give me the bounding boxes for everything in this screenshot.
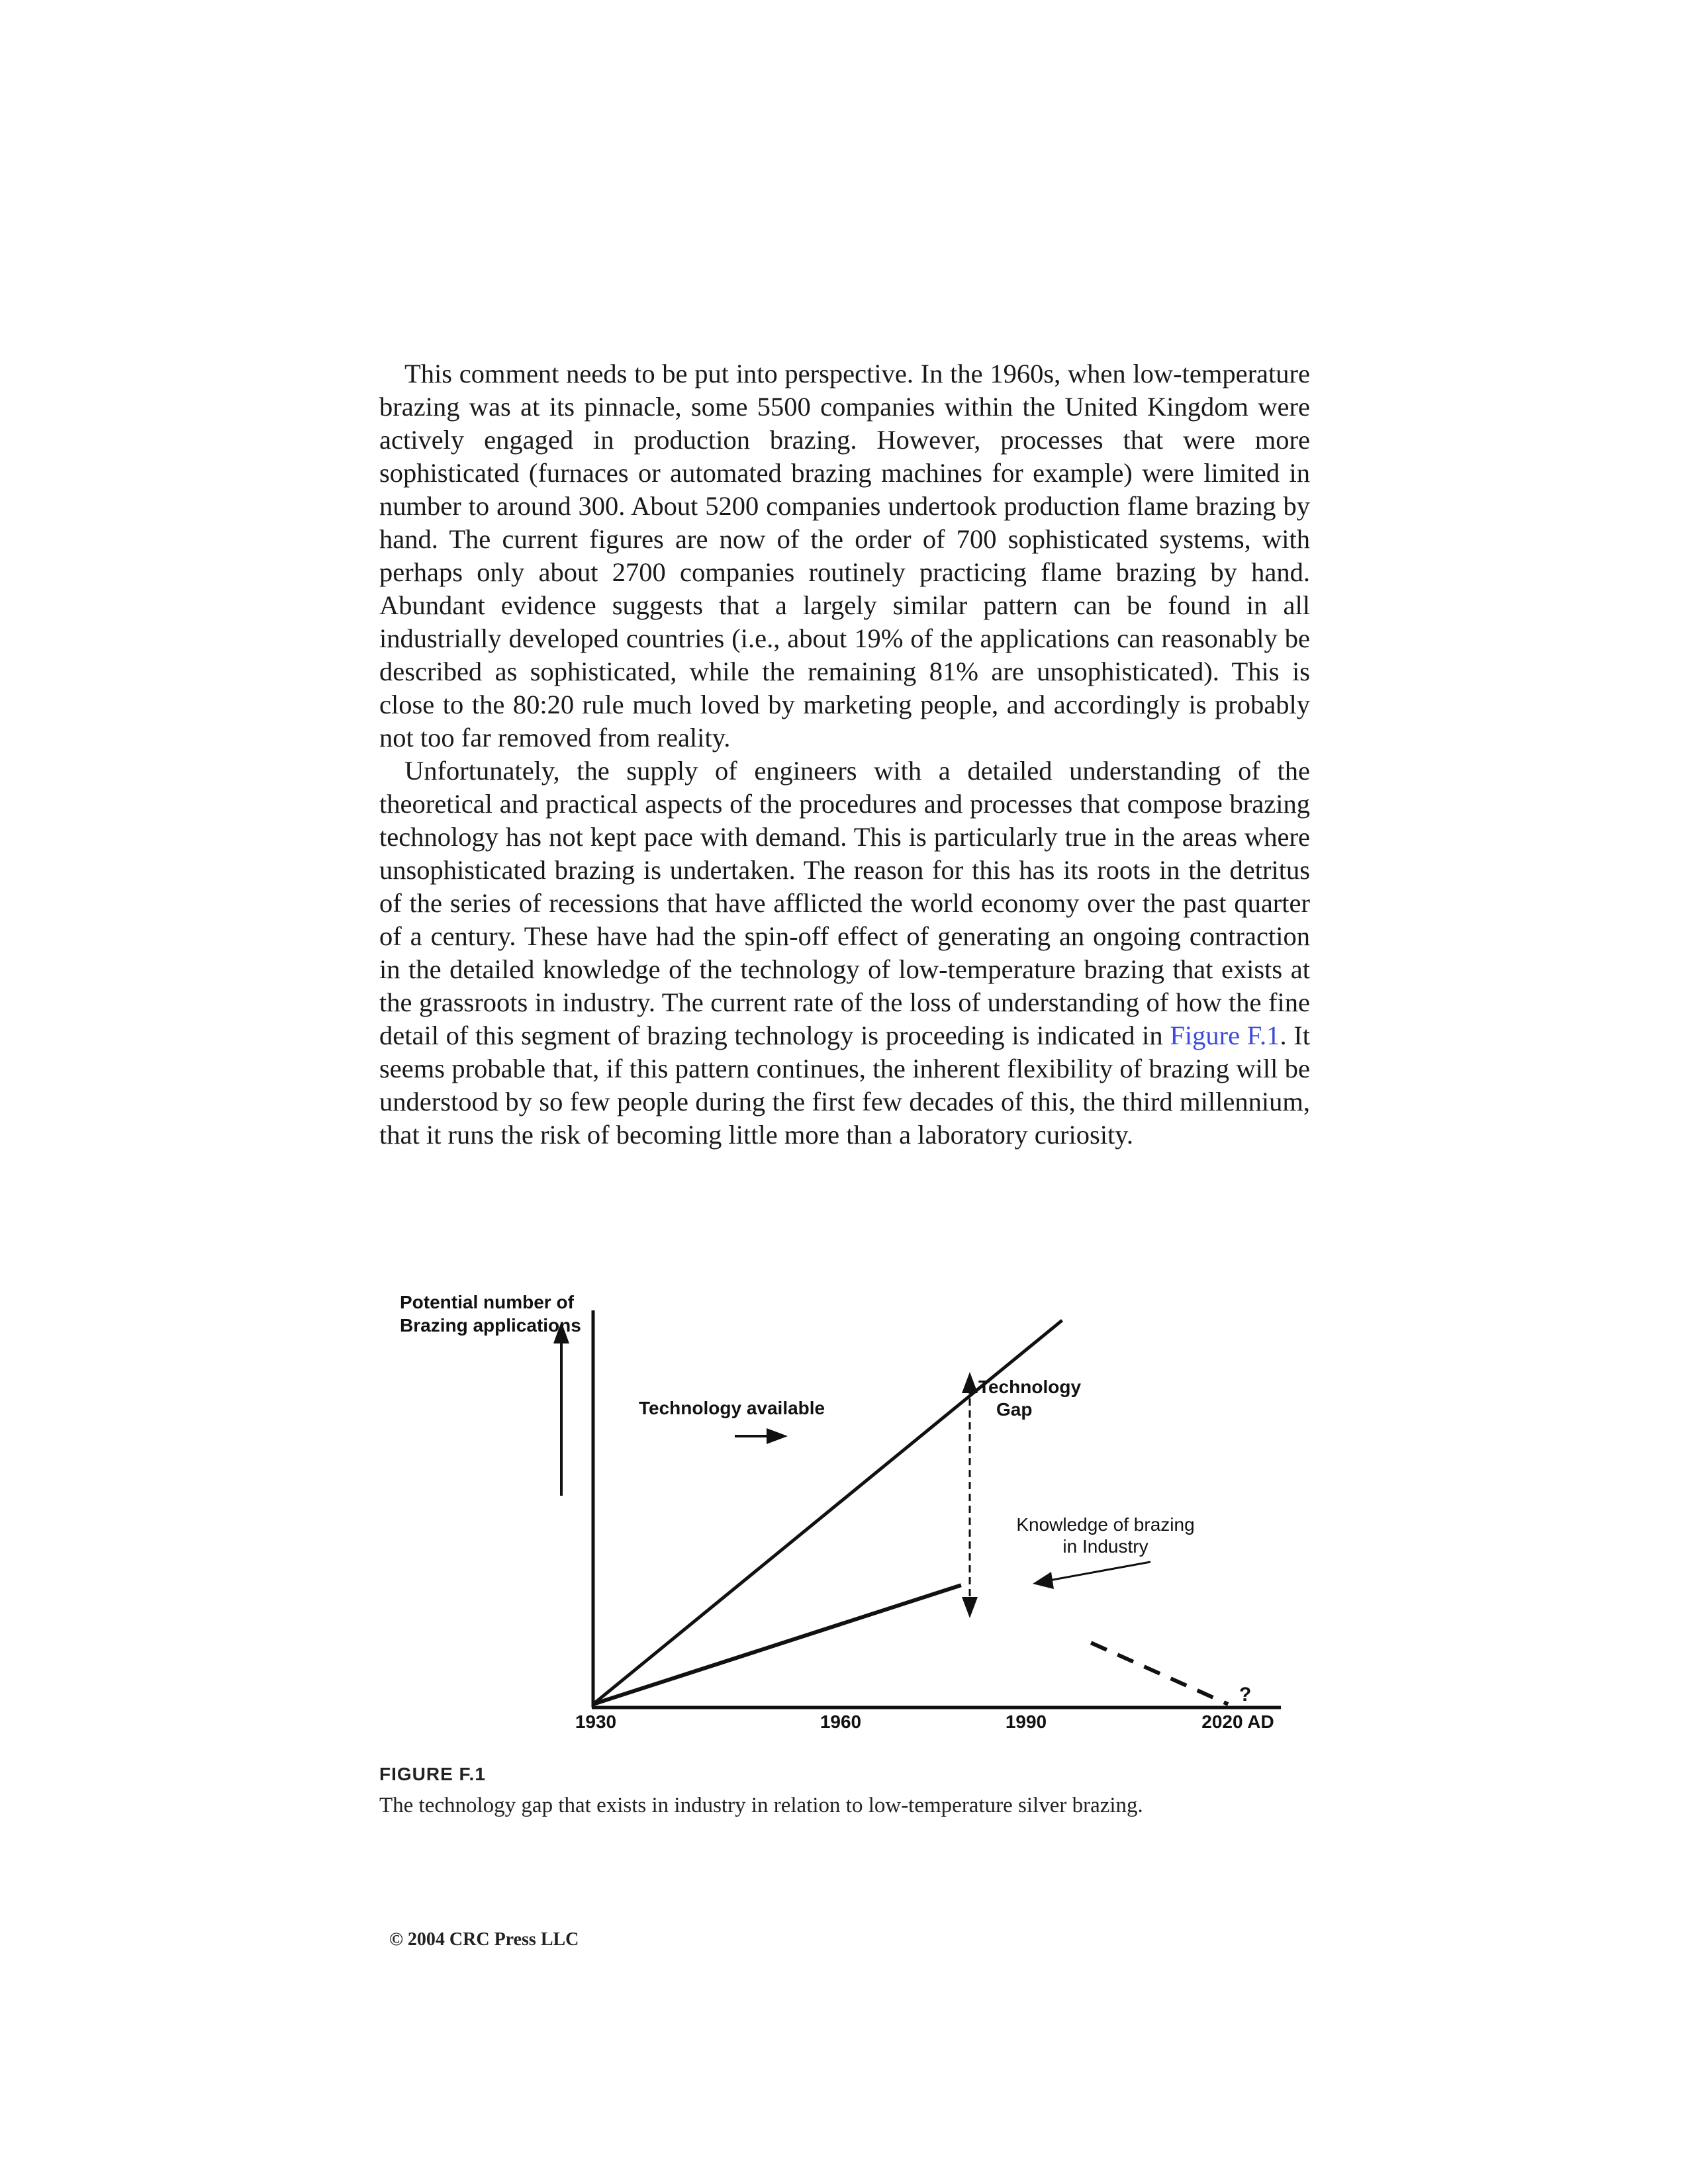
annotation-knowledge-line2: in Industry [1062,1536,1149,1557]
series-knowledge-in-industry [593,1585,961,1704]
y-label-line1: Potential number of [400,1292,574,1312]
x-tick-1930: 1930 [575,1711,617,1732]
figure-f1-link[interactable]: Figure F.1 [1170,1021,1280,1050]
paragraph-2 [379,754,1310,1152]
annotation-technology-gap-line2: Gap [996,1399,1033,1420]
figure-f1 [377,1281,1317,1744]
annotation-knowledge-line1: Knowledge of brazing [1016,1514,1195,1535]
figure-label: FIGURE F.1 [379,1764,486,1784]
annotation-technology-available: Technology available [639,1398,825,1418]
knowledge-arrow [1049,1562,1150,1580]
technology-gap-arrowhead-bottom [962,1597,978,1618]
technology-gap-arrowhead-top [962,1372,978,1393]
x-tick-1960: 1960 [820,1711,862,1732]
technology-gap-chart [377,1281,1317,1744]
figure-caption: The technology gap that exists in industry in relation to low-temperature silver brazing. [379,1794,1143,1817]
series-knowledge-projected [1091,1643,1228,1704]
x-tick-2020: 2020 AD [1201,1711,1274,1732]
x-tick-1990: 1990 [1005,1711,1047,1732]
annotation-technology-gap-line1: Technology [978,1377,1082,1397]
paragraph-2-before-link: Unfortunately, the supply of engineers with a detailed understanding of the theoretical and practical aspects of the procedures and processes that compose brazing technology has not kept pace with demand. This is particularly true in the areas where unsophisticated brazing is undertaken. The reason for this has its roots in the detritus of the series of recessions that have afflicted the world economy over the past quarter of a century. These have had the spin-off effect of generating an ongoing contraction in the detailed knowledge of the technology of low-temperature brazing that exists at the grassroots in industry. The current rate of the loss of understanding of how the fine detail of this segment of brazing technology is proceeding is indicated in [379,756,1310,1050]
y-label-line2: Brazing applications [400,1315,581,1336]
knowledge-arrowhead [1033,1572,1054,1589]
copyright: © 2004 CRC Press LLC [389,1929,579,1950]
body-text [379,357,1310,1152]
paragraph-2-after-link: . It seems probable that, if this pattern continues, the inherent flexibility of brazing will be understood by so few people during the first few decades of this, the third millennium, that it runs the risk of becoming little more than a laboratory curiosity. [379,1021,1310,1150]
paragraph-1: This comment needs to be put into perspective. In the 1960s, when low-temperature brazing was at its pinnacle, some 5500 companies within the United Kingdom were actively engaged in production brazing. However, processes that were more sophisticated (furnaces or automated brazing machines for example) were limited in number to around 300. About 5200 companies undertook production flame brazing by hand. The current figures are now of the order of 700 sophisticated systems, with perhaps only about 2700 companies routinely practicing flame brazing by hand. Abundant evidence suggests that a largely similar pattern can be found in all industrially developed countries (i.e., about 19% of the applications can reasonably be described as sophisticated, while the remaining 81% are unsophisticated). This is close to the 80:20 rule much loved by marketing people, and accordingly is probably not too far removed from reality. [379,359,1310,752]
annotation-question: ? [1239,1684,1252,1706]
technology-available-arrowhead [767,1428,788,1444]
